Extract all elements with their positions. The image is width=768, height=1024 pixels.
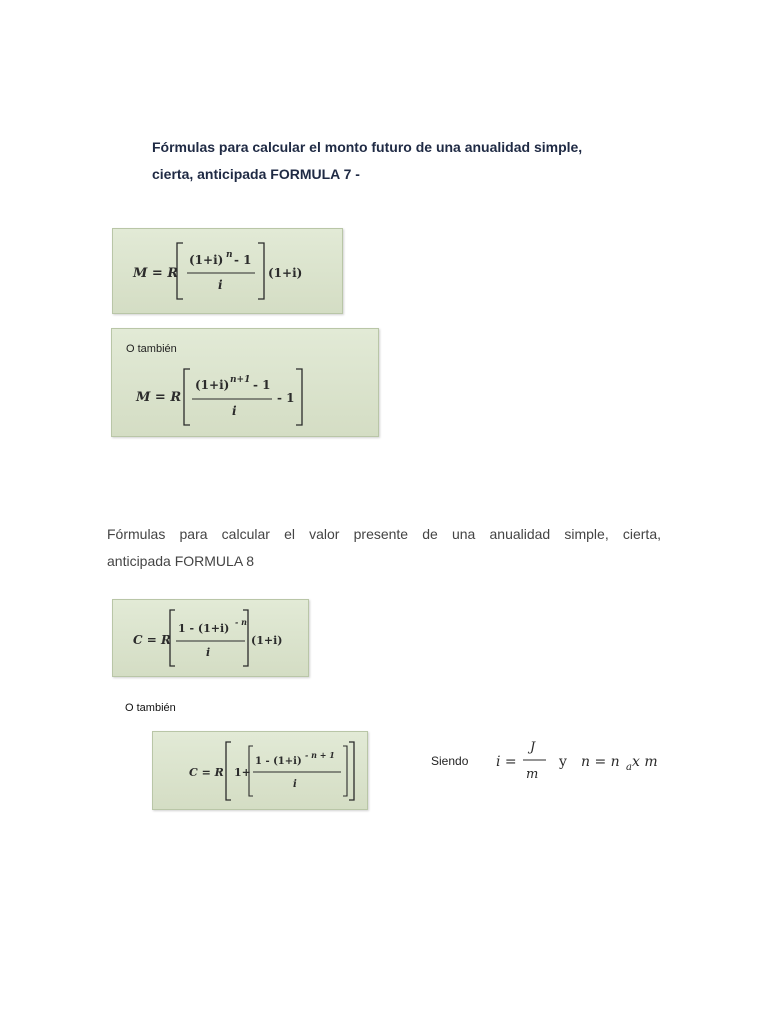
n-definition-lhs: n = n <box>581 754 620 770</box>
formula7-alt-numerator: (1+i) <box>195 378 230 392</box>
formula7-alt-tail: - 1 <box>277 391 295 405</box>
formula8-primary-numerator: 1 - (1+i) <box>178 622 230 635</box>
formula7-heading-line2: cierta, anticipada FORMULA 7 - <box>152 166 360 182</box>
formula7-primary-tail: (1+i) <box>268 266 303 280</box>
formula8-primary-exponent: - n <box>235 617 247 627</box>
i-definition-lhs: i = <box>496 754 517 770</box>
formula8-primary-lhs: C = R <box>133 633 171 647</box>
formula7-heading-line1: Fórmulas para calcular el monto futuro de una anualidad simple, <box>152 139 583 155</box>
formula7-alt-denominator: i <box>232 404 237 418</box>
formula8-alt-label: O también <box>125 702 176 714</box>
i-definition-numerator: J <box>530 740 536 755</box>
formula7-primary-numerator-tail: - 1 <box>234 253 252 267</box>
formula7-primary-equation <box>113 229 342 313</box>
right-bracket <box>258 243 264 299</box>
formula8-box-primary <box>112 599 309 677</box>
right-bracket <box>296 369 302 425</box>
formula7-primary-numerator: (1+i) <box>189 253 224 267</box>
formula8-primary-equation <box>113 600 308 676</box>
definitions-equation <box>490 732 670 788</box>
formula8-alt-numerator: 1 - (1+i) <box>255 756 302 767</box>
formula8-alt-one-plus: 1+ <box>234 766 251 779</box>
definitions-label: Siendo <box>431 754 469 768</box>
formula7-alt-numerator-tail: - 1 <box>253 378 271 392</box>
formula8-primary-tail: (1+i) <box>251 634 283 647</box>
formula7-heading <box>152 134 672 188</box>
formula7-box-alternate <box>111 328 379 437</box>
formula8-alt-denominator: i <box>293 779 297 790</box>
formula8-alt-lhs: C = R <box>189 766 224 779</box>
formula7-primary-lhs: M = R <box>133 266 179 281</box>
left-bracket <box>184 369 190 425</box>
inner-right-bracket <box>343 746 347 796</box>
formula8-box-alternate <box>152 731 368 810</box>
definitions-connector: y <box>559 754 567 770</box>
formula7-alt-label: O también <box>126 343 177 355</box>
formula7-primary-denominator: i <box>218 278 223 292</box>
formula7-primary-exponent: n <box>226 250 233 260</box>
formula7-alt-exponent: n+1 <box>230 375 251 385</box>
formula8-heading-line2: anticipada FORMULA 8 <box>107 553 255 569</box>
formula7-alternate-equation <box>112 329 378 436</box>
n-definition-subscript: a <box>626 762 632 773</box>
formula8-heading <box>107 521 661 575</box>
formula8-primary-denominator: i <box>206 646 211 659</box>
formula7-box-primary <box>112 228 343 314</box>
i-definition-denominator: m <box>526 767 539 782</box>
formula8-alt-exponent: - n + 1 <box>305 750 335 760</box>
outer-right-bracket <box>349 742 354 800</box>
formula8-heading-line1: Fórmulas para calcular el valor presente de una anualidad simple, cierta, <box>107 526 661 542</box>
outer-left-bracket <box>226 742 231 800</box>
n-definition-tail: x m <box>632 754 658 770</box>
formula7-alt-lhs: M = R <box>136 390 182 405</box>
formula8-alternate-equation <box>153 732 367 809</box>
